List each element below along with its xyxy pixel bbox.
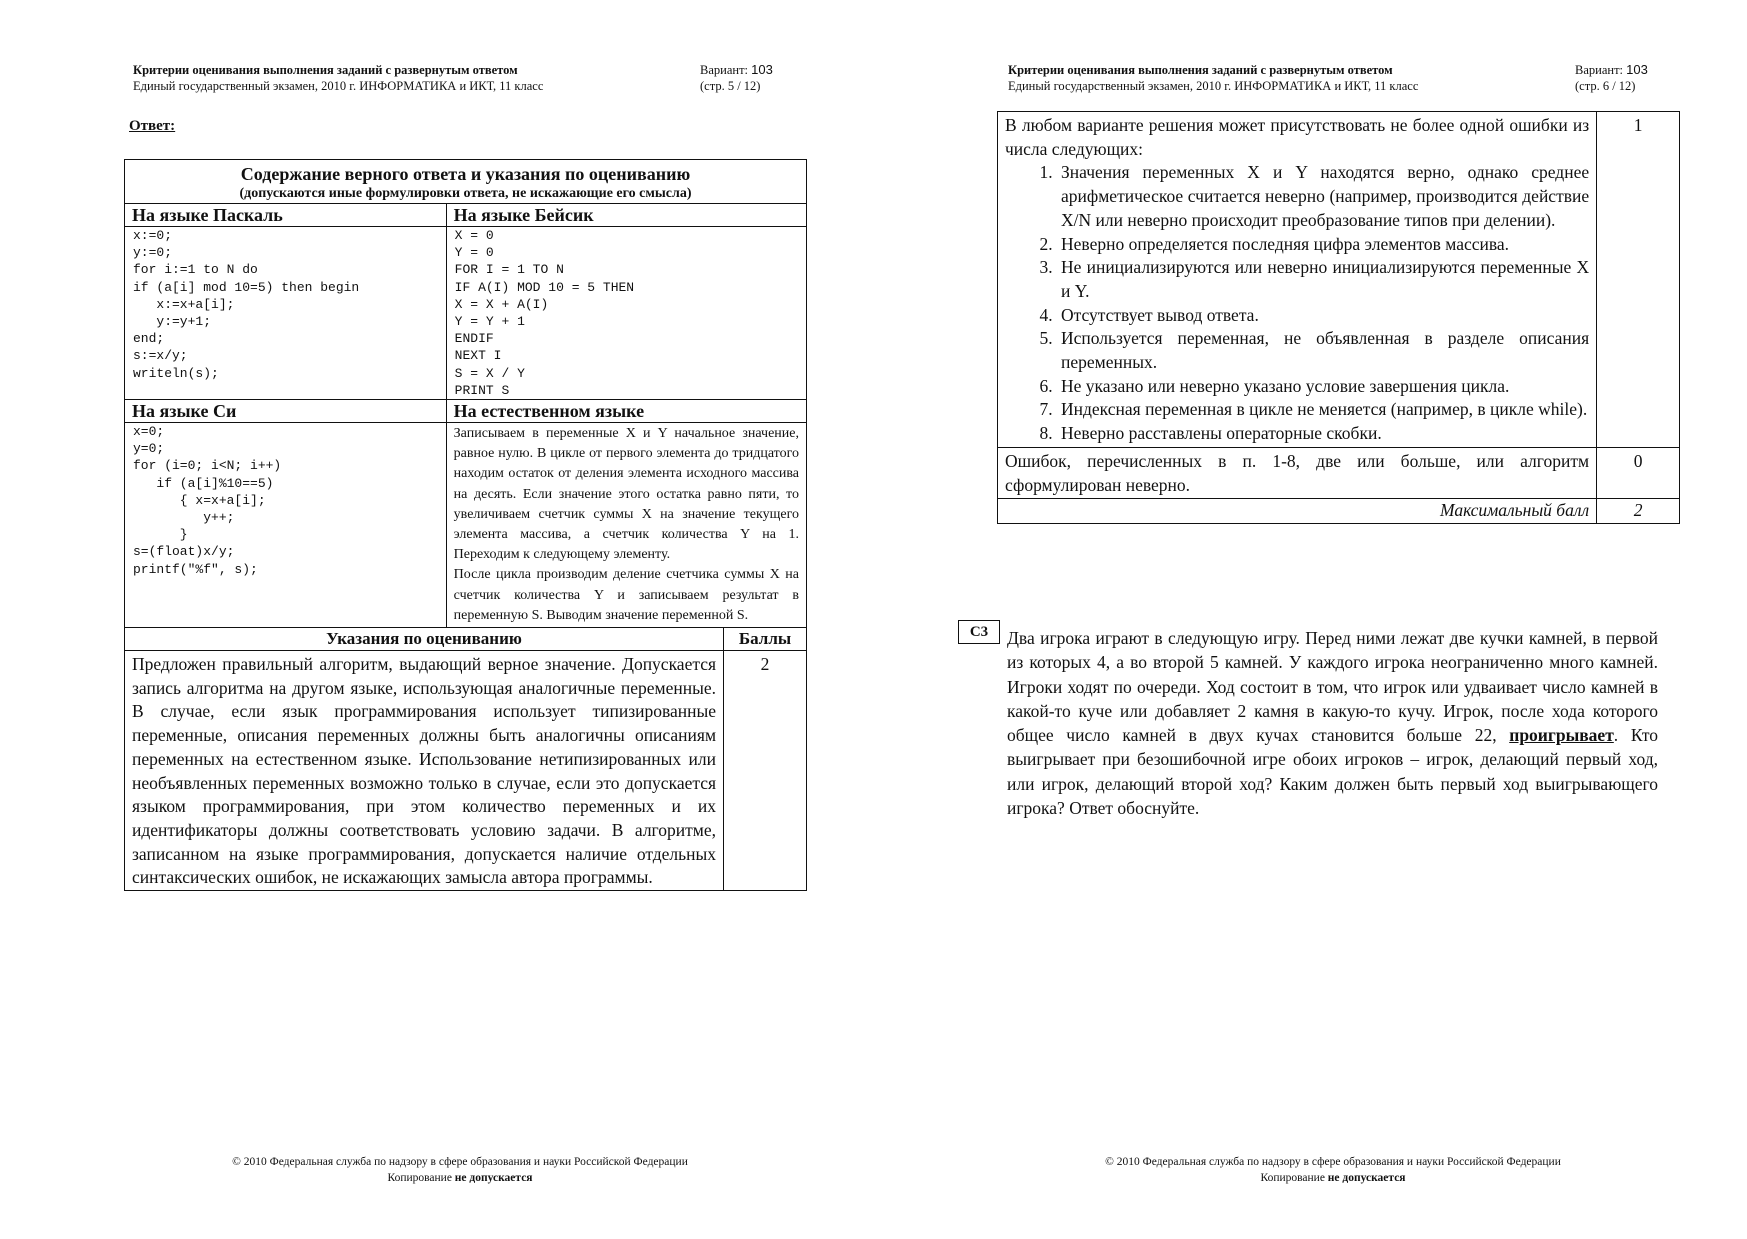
page-header <box>133 62 543 94</box>
header-subtitle-right: Единый государственный экзамен, 2010 г. ИНФОРМАТИКА и ИКТ, 11 класс <box>1008 79 1419 93</box>
grading-points: 2 <box>724 651 807 891</box>
task-text-after: . Кто выигрывает при безошибочной игре обоих игроков – игрок, делающий первый ход, или игрок, делающий второй ход? Каким должен быть первый ход выигрывающего игрока? Ответ обоснуйте. <box>1007 725 1658 819</box>
c-code: x=0; y=0; for (i=0; i<N; i++) if (a[i]%10==5) { x=x+a[i]; y++; } s=(float)x/y; printf("%f", s); <box>125 423 447 628</box>
basic-heading: На языке Бейсик <box>446 204 806 227</box>
header-title-right: Критерии оценивания выполнения заданий с развернутым ответом <box>1008 63 1393 77</box>
error-item: 7. Индексная переменная в цикле не меняется (например, в цикле while). <box>1057 398 1589 422</box>
page-footer <box>160 1154 760 1186</box>
basic-code: X = 0 Y = 0 FOR I = 1 TO N IF A(I) MOD 10 = 5 THEN X = X + A(I) Y = Y + 1 ENDIF NEXT I S = X / Y PRINT S <box>446 227 806 400</box>
grading-text: Предложен правильный алгоритм, выдающий верное значение. Допускается запись алгоритма на другом языке, использующая аналогичные переменные. В случае, если язык программирования использует типизированные переменные, описания переменных должны быть аналогичны описаниям переменных на естественном языке. Использование нетипизированных или необъявленных переменных возможно только в случае, если это допускается языком программирования, при этом количество переменных и их идентификаторы должны соответствовать условию задачи. В алгоритме, записанном на языке программирования, допускается наличие отдельных синтаксических ошибок, не искажающих замысла автора программы. <box>125 651 724 891</box>
errors-list <box>1005 161 1589 445</box>
natural-description <box>446 423 806 628</box>
header-title: Критерии оценивания выполнения заданий с развернутым ответом <box>133 63 518 77</box>
c-heading: На языке Си <box>125 400 447 423</box>
natural-heading: На естественном языке <box>446 400 806 423</box>
grading-heading: Указания по оцениванию <box>125 628 724 651</box>
page-ref: (стр. 5 / 12) <box>700 79 761 93</box>
footer-copy-prefix: Копирование <box>387 1172 455 1184</box>
max-score-label: Максимальный балл <box>998 499 1597 524</box>
errors-intro: В любом варианте решения может присутствовать не более одной ошибки из числа следующих: <box>1005 115 1590 159</box>
footer-copyright: © 2010 Федеральная служба по надзору в сфере образования и науки Российской Федерации <box>232 1156 688 1168</box>
error-item: 4. Отсутствует вывод ответа. <box>1057 304 1589 328</box>
header-subtitle: Единый государственный экзамен, 2010 г. ИНФОРМАТИКА и ИКТ, 11 класс <box>133 79 544 93</box>
variant-number: 103 <box>751 62 773 77</box>
page-ref-right: (стр. 6 / 12) <box>1575 79 1636 93</box>
page-variant <box>700 62 773 94</box>
variant-label-right: Вариант: <box>1575 63 1623 77</box>
table-title: Содержание верного ответа и указания по оцениванию <box>240 164 691 184</box>
table-title-cell <box>125 160 807 204</box>
table-subtitle: (допускаются иные формулировки ответа, не искажающие его смысла) <box>239 186 692 201</box>
variant-label: Вариант: <box>700 63 748 77</box>
error-item: 6. Не указано или неверно указано условие завершения цикла. <box>1057 375 1589 399</box>
errors-cell <box>998 112 1597 448</box>
max-score-value: 2 <box>1597 499 1680 524</box>
task-text-before: Два игрока играют в следующую игру. Перед ними лежат две кучки камней, в первой из которых 4, а во второй 5 камней. У каждого игрока неограниченно много камней. Игроки ходят по очереди. Ход состоит в том, что игрок или удваивает число камней в какой-то куче или добавляет 2 камня в какую-то кучу. Игрок, после хода которого общее число камней в двух кучах становится больше 22, <box>1007 628 1658 746</box>
row1-points: 1 <box>1597 112 1680 448</box>
footer-copy-prefix-right: Копирование <box>1260 1172 1328 1184</box>
points-heading: Баллы <box>724 628 807 651</box>
page-footer-right <box>1033 1154 1633 1186</box>
footer-copy-bold: не допускается <box>454 1172 533 1184</box>
page-header-right <box>1008 62 1418 94</box>
pascal-heading: На языке Паскаль <box>125 204 447 227</box>
error-item: 2. Неверно определяется последняя цифра элементов массива. <box>1057 233 1589 257</box>
footer-copyright-right: © 2010 Федеральная служба по надзору в сфере образования и науки Российской Федерации <box>1105 1156 1561 1168</box>
error-item: 3. Не инициализируются или неверно инициализируются переменные X и Y. <box>1057 256 1589 303</box>
error-item: 5. Используется переменная, не объявленная в разделе описания переменных. <box>1057 327 1589 374</box>
errors-table <box>997 111 1680 524</box>
natural-paragraph-2: После цикла производим деление счетчика суммы X на счетчик количества Y и записываем результат в переменную S. Выводим значение переменной S. <box>453 567 799 623</box>
task-text <box>1007 626 1658 820</box>
row2-text: Ошибок, перечисленных в п. 1-8, две или больше, или алгоритм сформулирован неверно. <box>998 447 1597 498</box>
answer-label: Ответ: <box>129 118 176 134</box>
row2-points: 0 <box>1597 447 1680 498</box>
natural-paragraph-1: Записываем в переменные X и Y начальное значение, равное нулю. В цикле от первого элемента до тридцатого находим остаток от деления элемента исходного массива на десять. Если значение этого остатка равно пяти, то увеличиваем счетчик суммы X на значение текущего элемента массива, а счетчик количества Y на 1. Переходим к следующему элементу. <box>453 426 799 563</box>
error-item: 1. Значения переменных X и Y находятся верно, однако среднее арифметическое считается неверно (например, производится действие X/N или неверно происходит преобразование типов при делении). <box>1057 161 1589 232</box>
error-item: 8. Неверно расставлены операторные скобки. <box>1057 422 1589 446</box>
left-page <box>0 0 873 1239</box>
pascal-code: x:=0; y:=0; for i:=1 to N do if (a[i] mod 10=5) then begin x:=x+a[i]; y:=y+1; end; s:=x/y; writeln(s); <box>125 227 447 400</box>
page-variant-right <box>1575 62 1648 94</box>
answer-table <box>124 159 807 891</box>
footer-copy-bold-right: не допускается <box>1327 1172 1406 1184</box>
variant-number-right: 103 <box>1626 62 1648 77</box>
task-text-bold: проигрывает <box>1509 725 1614 746</box>
task-label: C3 <box>958 620 1000 644</box>
